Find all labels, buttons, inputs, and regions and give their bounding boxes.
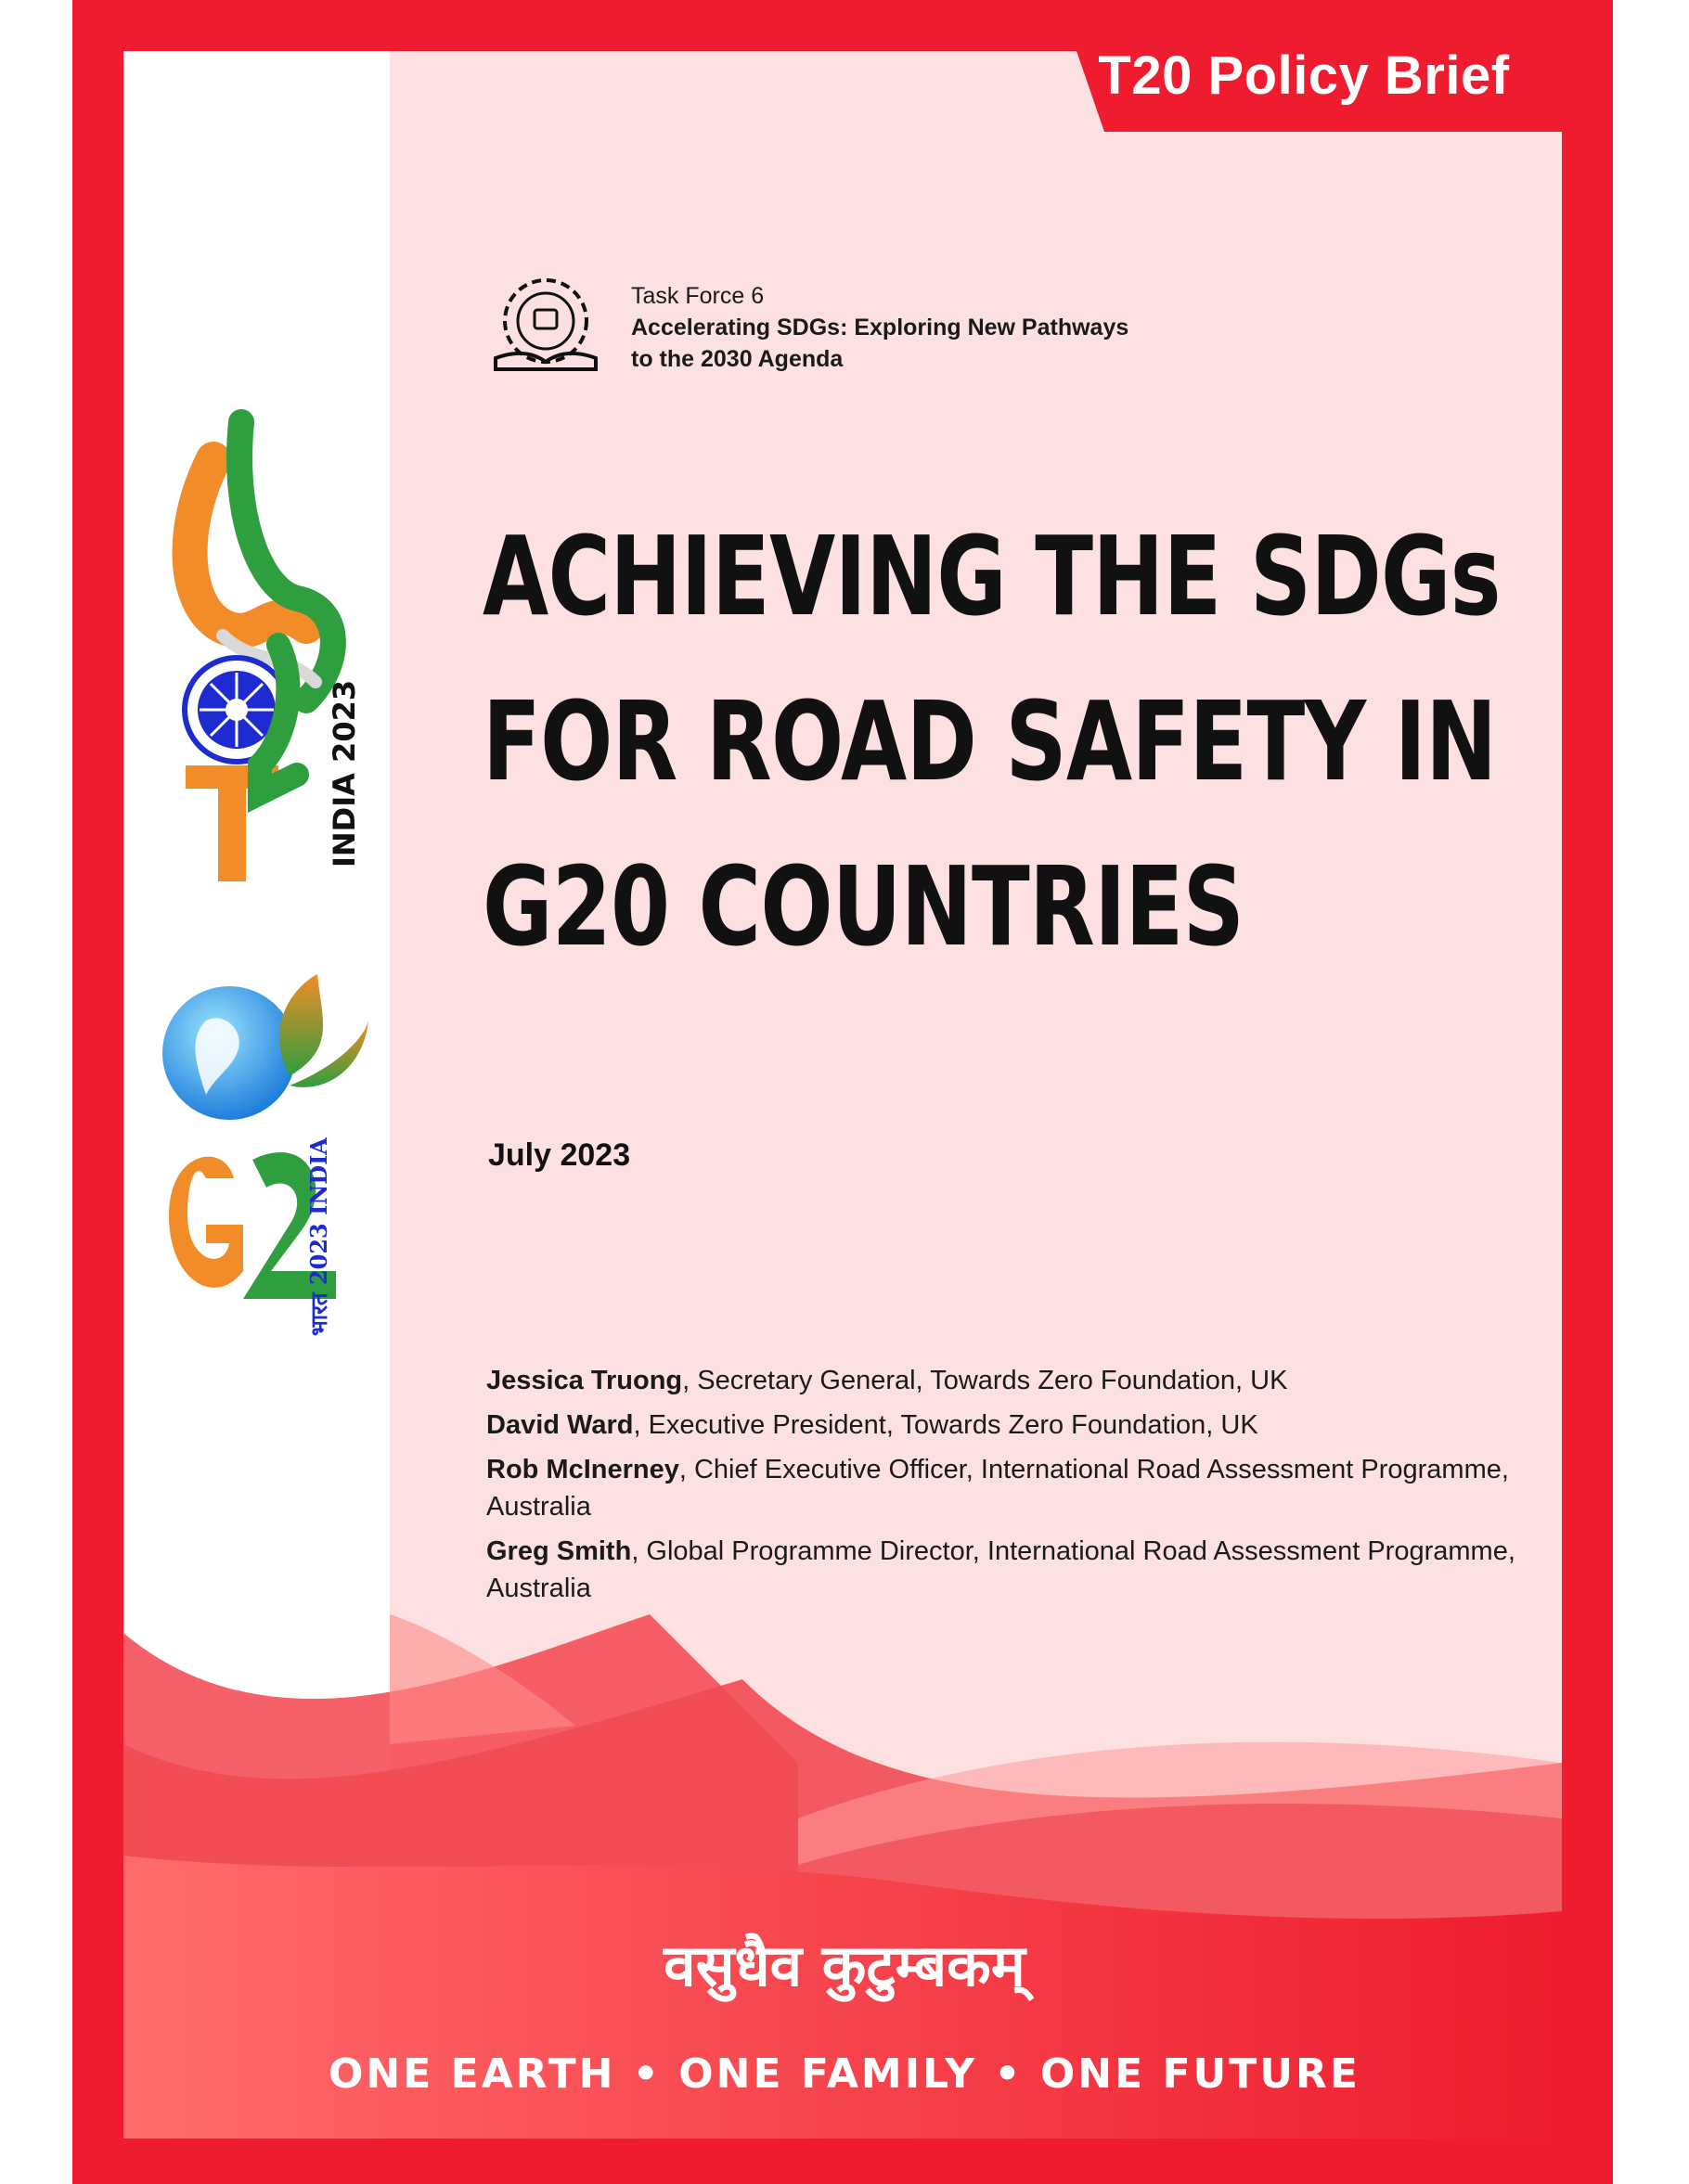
policy-brief-tag: T20 Policy Brief — [1098, 45, 1510, 106]
title-line: G20 COUNTRIES — [483, 842, 1244, 970]
t20-logo-text: INDIA 2023 — [327, 679, 362, 867]
author-name: David Ward — [486, 1410, 634, 1440]
author-role: , Executive President, Towards Zero Foundation, UK — [633, 1410, 1258, 1440]
g20-logo — [150, 965, 373, 1392]
publication-date: July 2023 — [488, 1137, 631, 1173]
author-role: , Secretary General, Towards Zero Foundation, UK — [682, 1366, 1288, 1395]
task-force-title: Accelerating SDGs: Exploring New Pathways to the 2030 Agenda — [631, 315, 1129, 372]
author-name: Rob McInerney — [486, 1455, 679, 1484]
author-entry — [486, 1407, 1544, 1444]
motto-english: ONE EARTH • ONE FAMILY • ONE FUTURE — [329, 2050, 1360, 2098]
task-force-icon — [488, 273, 603, 382]
task-force-block — [631, 280, 1151, 375]
author-entry — [486, 1451, 1544, 1525]
page-title — [483, 494, 1501, 989]
g20-logo-text: भारत 2023 INDIA — [305, 1137, 332, 1336]
task-force-label: Task Force 6 — [631, 283, 765, 309]
author-role: , Chief Executive Officer, International Road Assessment Programme, Australia — [486, 1455, 1509, 1522]
author-name: Greg Smith — [486, 1536, 632, 1566]
author-name: Jessica Truong — [486, 1366, 683, 1395]
title-line: ACHIEVING THE SDGs — [483, 512, 1501, 640]
motto-hindi: वसुधैव कुटुम्बकम् — [664, 1932, 1025, 1999]
t20-logo — [158, 404, 371, 923]
author-role: , Global Programme Director, International Road Assessment Programme, Australia — [486, 1536, 1515, 1603]
title-line: FOR ROAD SAFETY IN — [483, 677, 1497, 805]
author-list — [486, 1362, 1544, 1614]
author-entry — [486, 1362, 1544, 1399]
author-entry — [486, 1533, 1544, 1607]
